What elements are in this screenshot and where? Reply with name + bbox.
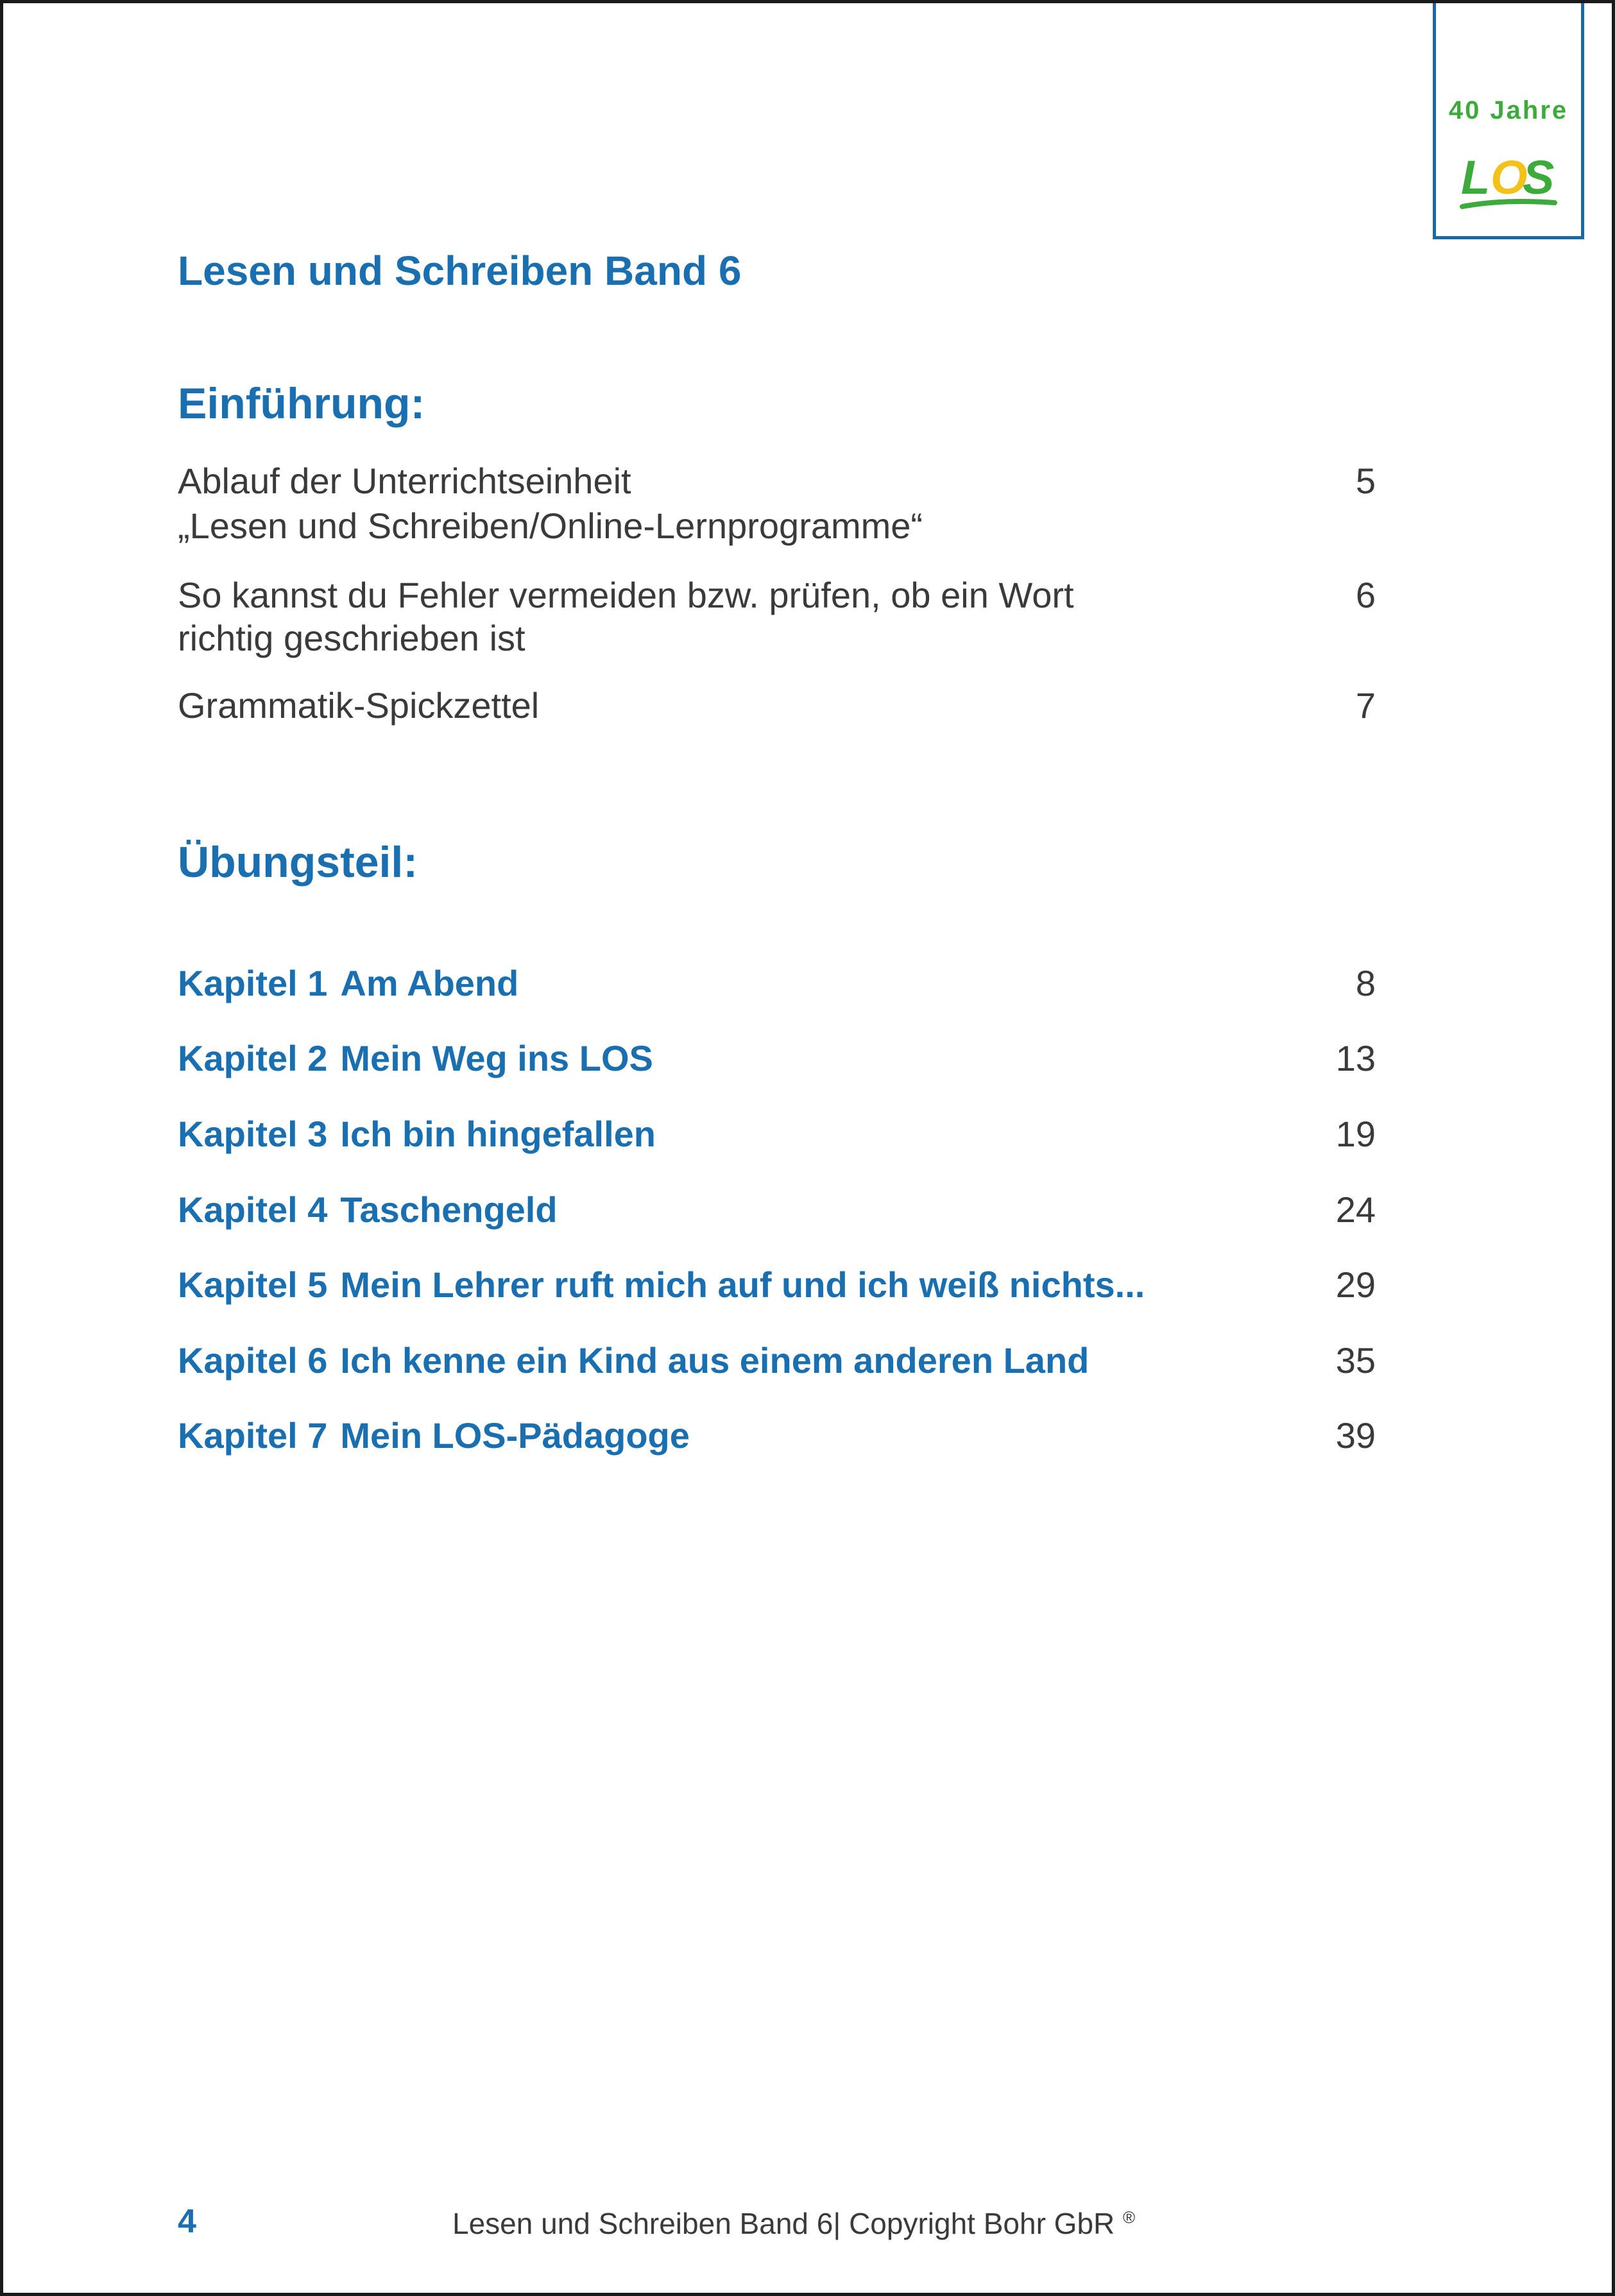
intro-item-2-line-1: So kannst du Fehler vermeiden bzw. prüfen, ob ein Wort [178,575,1074,615]
intro-heading: Einführung: [178,379,425,428]
exercises-heading: Übungsteil: [178,838,418,887]
intro-item-3-page: 7 [1355,685,1376,726]
chapter-7-title: Mein LOS-Pädagoge [340,1415,690,1456]
chapter-2-number: Kapitel 2 [178,1038,328,1078]
chapter-7-page: 39 [1335,1415,1376,1456]
chapter-1-number: Kapitel 1 [178,963,328,1003]
chapter-6 [178,1339,1089,1381]
footer-copyright-text: Lesen und Schreiben Band 6| Copyright Bohr GbR [452,2207,1115,2240]
svg-text:O: O [1491,151,1528,204]
intro-item-2-page: 6 [1355,575,1376,615]
chapter-4-title: Taschengeld [340,1189,558,1230]
chapter-1-page: 8 [1355,963,1376,1003]
intro-item-1-line-1: Ablauf der Unterrichtseinheit [178,461,631,501]
chapter-1-title: Am Abend [340,963,519,1003]
chapter-4-number: Kapitel 4 [178,1189,328,1230]
chapter-1 [178,962,518,1004]
anniversary-badge [1433,0,1584,239]
chapter-5-page: 29 [1335,1264,1376,1305]
chapter-6-number: Kapitel 6 [178,1340,328,1381]
chapter-3-page: 19 [1335,1114,1376,1154]
registered-mark: ® [1123,2207,1136,2227]
svg-text:S: S [1523,151,1555,204]
chapter-3-title: Ich bin hingefallen [340,1114,656,1154]
chapter-5-number: Kapitel 5 [178,1264,328,1305]
chapter-7-number: Kapitel 7 [178,1415,328,1456]
chapter-7 [178,1415,690,1456]
intro-item-1-line-2: „Lesen und Schreiben/Online-Lernprogramme“ [178,506,923,546]
chapter-5-title: Mein Lehrer ruft mich auf und ich weiß nichts... [340,1264,1145,1305]
intro-item-3-line-1: Grammatik-Spickzettel [178,685,540,726]
intro-item-2-line-2: richtig geschrieben ist [178,618,526,658]
badge-years: 40 Jahre [1448,96,1569,124]
chapter-4 [178,1189,558,1230]
intro-item-1-page: 5 [1355,461,1376,501]
chapter-3-number: Kapitel 3 [178,1114,328,1154]
los-logo [1458,148,1561,218]
chapter-6-title: Ich kenne ein Kind aus einem anderen Land [340,1340,1089,1381]
chapter-2-title: Mein Weg ins LOS [340,1038,653,1078]
chapter-2-page: 13 [1335,1038,1376,1078]
footer-page-number: 4 [178,2203,196,2240]
chapter-2 [178,1037,653,1079]
chapter-3 [178,1113,656,1155]
chapter-5 [178,1264,1145,1305]
chapter-6-page: 35 [1335,1340,1376,1381]
document-title: Lesen und Schreiben Band 6 [178,248,742,294]
svg-text:L: L [1461,151,1491,204]
chapter-4-page: 24 [1335,1189,1376,1230]
footer-copyright [452,2206,1135,2241]
